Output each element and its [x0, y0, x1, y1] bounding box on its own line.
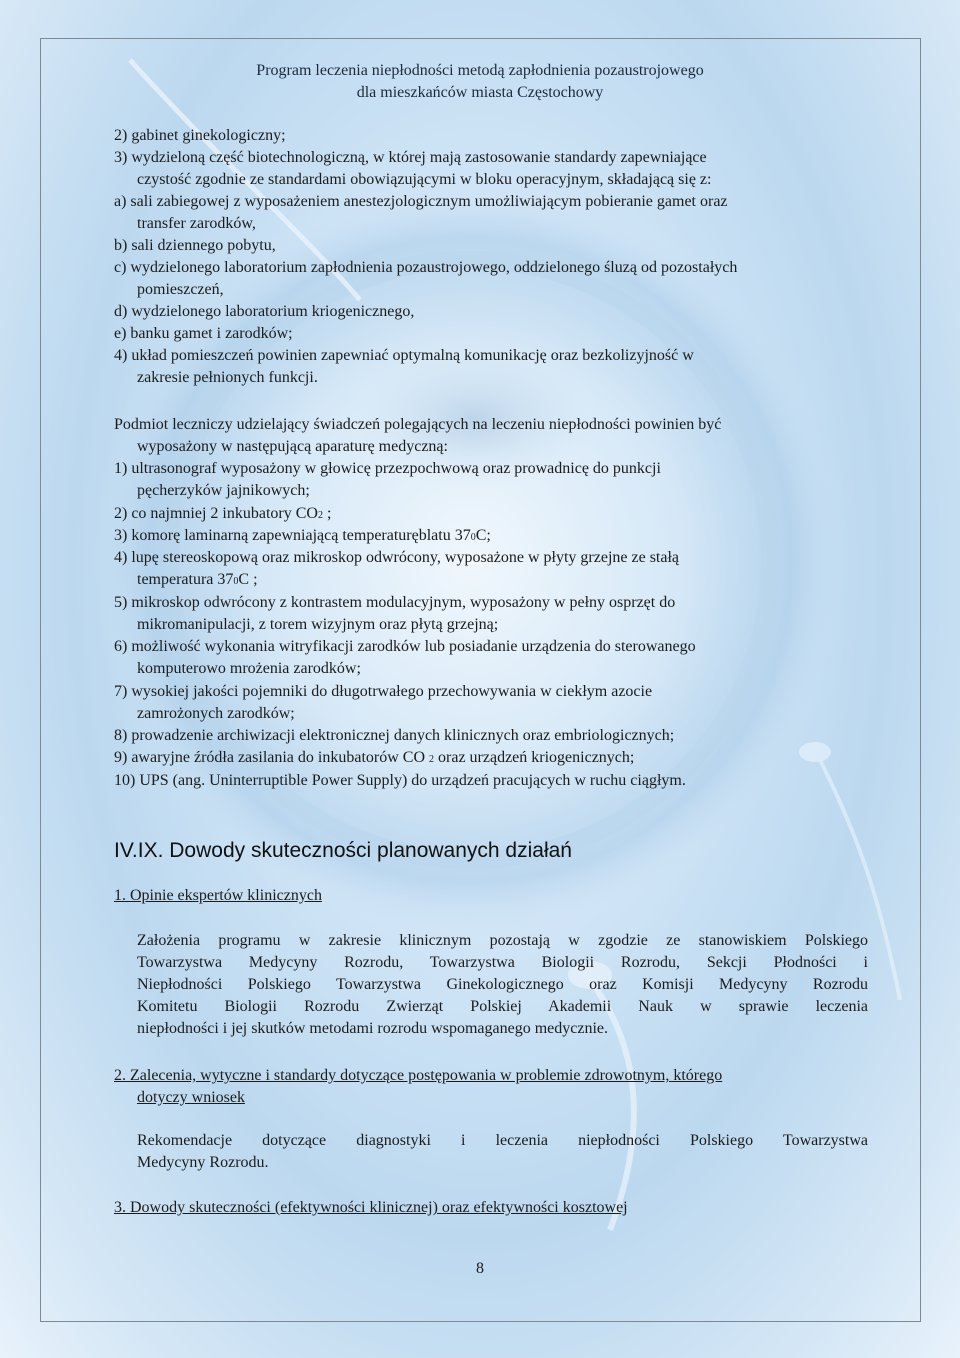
subsection-title-2-continuation: dotyczy wniosek	[137, 1089, 245, 1106]
subscript: 0	[470, 532, 476, 543]
list-item: e) banku gamet i zarodków;	[114, 325, 293, 342]
list-item-text: 9) awaryjne źródła zasilania do inkubatorów CO	[114, 749, 426, 766]
list-item-text: 2) co najmniej 2 inkubatory CO	[114, 505, 318, 522]
running-header-line-1: Program leczenia niepłodności metodą zapłodnienia pozaustrojowego	[256, 62, 704, 79]
section-heading: IV.IX. Dowody skuteczności planowanych działań	[114, 839, 572, 862]
list-item-continuation	[137, 569, 258, 593]
subscript: 2	[317, 510, 323, 521]
list-item: 3) wydzieloną część biotechnologiczną, w której mają zastosowanie standardy zapewniające	[114, 149, 707, 166]
list-item-text: oraz urządzeń kriogenicznych;	[438, 749, 635, 766]
paragraph-line: Towarzystwa Medycyny Rozrodu, Towarzystwa Biologii Rozrodu, Sekcji Płodności i	[137, 954, 868, 971]
list-item: 10) UPS (ang. Uninterruptible Power Supply) do urządzeń pracujących w ruchu ciągłym.	[114, 772, 686, 789]
list-item-text: C;	[475, 527, 491, 544]
paragraph-line: niepłodności i jej skutków metodami rozrodu wspomaganego medycznie.	[137, 1020, 608, 1037]
list-item-text: C ;	[238, 571, 258, 588]
page-number: 8	[476, 1260, 484, 1277]
list-item-continuation: zakresie pełnionych funkcji.	[137, 369, 318, 386]
list-item: 5) mikroskop odwrócony z kontrastem modulacyjnym, wyposażony w pełny osprzęt do	[114, 594, 676, 611]
list-item-text: temperatura 37	[137, 571, 234, 588]
list-item: 6) możliwość wykonania witryfikacji zarodków lub posiadanie urządzenia do sterowanego	[114, 638, 696, 655]
paragraph-line: Rekomendacje dotyczące diagnostyki i leczenia niepłodności Polskiego Towarzystwa	[137, 1132, 868, 1149]
list-item: 7) wysokiej jakości pojemniki do długotrwałego przechowywania w ciekłym azocie	[114, 683, 653, 700]
list-item: a) sali zabiegowej z wyposażeniem anestezjologicznym umożliwiającym pobieranie gamet oraz	[114, 193, 728, 210]
list-item-continuation: zamrożonych zarodków;	[137, 705, 295, 722]
paragraph-line: Niepłodności Polskiego Towarzystwa Ginekologicznego oraz Komisji Medycyny Rozrodu	[137, 976, 868, 993]
list-item-continuation: mikromanipulacji, z torem wizyjnym oraz płytą grzejną;	[137, 616, 499, 633]
paragraph-line: Komitetu Biologii Rozrodu Zwierząt Polskiej Akademii Nauk w sprawie leczenia	[137, 998, 868, 1015]
list-item: 4) lupę stereoskopową oraz mikroskop odwrócony, wyposażone w płyty grzejne ze stałą	[114, 549, 680, 566]
equipment-intro: Podmiot leczniczy udzielający świadczeń polegających na leczeniu niepłodności powinien być	[114, 416, 722, 433]
list-item: 4) układ pomieszczeń powinien zapewniać optymalną komunikację oraz bezkolizyjność w	[114, 347, 694, 364]
subscript: 0	[233, 576, 239, 587]
list-item-continuation: pęcherzyków jajnikowych;	[137, 482, 310, 499]
list-item-continuation: komputerowo mrożenia zarodków;	[137, 660, 361, 677]
list-item: 2) gabinet ginekologiczny;	[114, 127, 286, 144]
list-item	[114, 503, 331, 527]
list-item: c) wydzielonego laboratorium zapłodnienia pozaustrojowego, oddzielonego śluzą od pozostałych	[114, 259, 738, 276]
running-header-line-2: dla mieszkańców miasta Częstochowy	[356, 84, 604, 101]
list-item: b) sali dziennego pobytu,	[114, 237, 276, 254]
equipment-intro-continuation: wyposażony w następującą aparaturę medyczną:	[137, 438, 448, 455]
list-item	[114, 747, 634, 771]
list-item: d) wydzielonego laboratorium kriogenicznego,	[114, 303, 415, 320]
list-item	[114, 525, 491, 549]
subsection-title-1: 1. Opinie ekspertów klinicznych	[114, 887, 322, 904]
list-item-continuation: pomieszczeń,	[137, 281, 224, 298]
list-item-continuation: czystość zgodnie ze standardami obowiązującymi w bloku operacyjnym, składającą się z:	[137, 171, 712, 188]
list-item: 1) ultrasonograf wyposażony w głowicę przezpochwową oraz prowadnicę do punkcji	[114, 460, 661, 477]
list-item-text: ;	[322, 505, 332, 522]
subsection-title-2: 2. Zalecenia, wytyczne i standardy dotyczące postępowania w problemie zdrowotnym, którego	[114, 1067, 723, 1084]
list-item: 8) prowadzenie archiwizacji elektronicznej danych klinicznych oraz embriologicznych;	[114, 727, 675, 744]
paragraph-line: Założenia programu w zakresie klinicznym pozostają w zgodzie ze stanowiskiem Polskiego	[137, 932, 868, 949]
subsection-title-3: 3. Dowody skuteczności (efektywności klinicznej) oraz efektywności kosztowej	[114, 1199, 628, 1216]
list-item-text: 3) komorę laminarną zapewniającą temperaturęblatu 37	[114, 527, 471, 544]
list-item-continuation: transfer zarodków,	[137, 215, 256, 232]
paragraph-line: Medycyny Rozrodu.	[137, 1154, 269, 1171]
subscript: 2	[429, 754, 435, 765]
